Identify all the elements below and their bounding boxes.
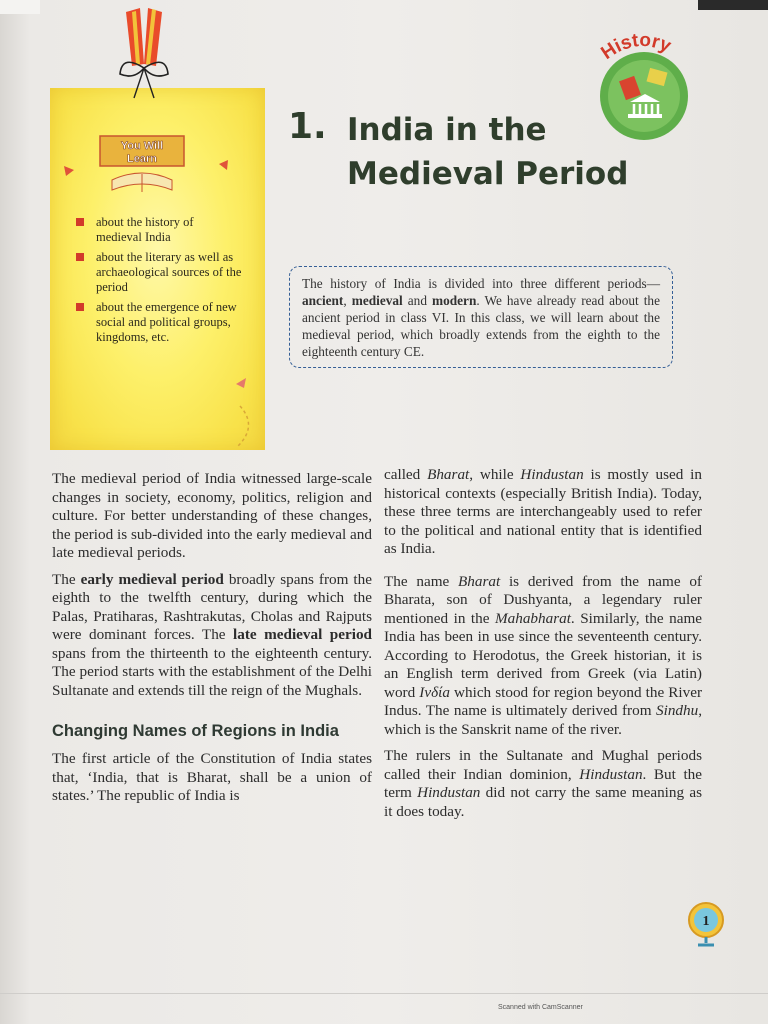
page-number: 1 [702,914,710,929]
bullet-icon [76,303,84,311]
ribbon-bow-icon [118,8,170,100]
scanner-watermark: Scanned with CamScanner [498,1004,583,1011]
learning-objectives-list [72,215,242,350]
list-item: about the history of medieval India [72,215,242,245]
list-item: about the emergence of new social and political groups, kingdoms, etc. [72,300,242,345]
paragraph: The name Bharat is derived from the name of Bharata, son of Dushyanta, a legendary ruler mentioned in the Mahabharat. Similarly, the name India has been in use since the seventeenth century. According to Herodotus, the Greek historian, it is an English term derived from Greek (via Latin) word Iνδίa which stood for region beyond the River Indus. The name is ultimately derived from Sindhu, which is the Sanskrit name of the river. [384,572,703,738]
bullet-icon [76,253,84,261]
subject-label: History [597,30,675,65]
badge-line2: Learn [127,153,157,165]
paragraph: The first article of the Constitution of India states that, ‘India, that is Bharat, shall be a union of states.’ The republic of India is [52,750,372,804]
paragraph: The early medieval period broadly spans from the eighth to the twelfth century, during which the Palas, Pratiharas, Rashtrakutas, Cholas and Rajputs were dominant forces. The late medieval period spans from the thirteenth to the eighteenth century. The period starts with the establishment of the Delhi Sultanate and extends till the reign of the Mughals. [52,570,372,699]
badge-line1: You Will [120,140,164,152]
left-column [52,470,372,814]
intro-box: The history of India is divided into three different periods—ancient, medieval and modern. We have already read about the ancient period in class VI. In this class, we will learn about the medieval period, which broadly extends from the eighth to the eighteenth century CE. [289,266,673,368]
page-number-globe [686,900,726,948]
right-column [384,466,702,829]
chapter-title: India in the Medieval Period [347,112,629,192]
you-will-learn-badge [92,130,192,200]
paragraph: The rulers in the Sultanate and Mughal periods called their Indian dominion, Hindustan. But the term Hindustan did not carry the same meaning as it does today. [384,747,703,820]
scan-corner [0,0,40,14]
bullet-icon [76,218,84,226]
section-heading: Changing Names of Regions in India [52,722,339,740]
paragraph: called Bharat, while Hindustan is mostly used in historical contexts (especially British India). Today, these three terms are interchangeably used to refer to the political and national entity that is identified as India. [384,466,702,557]
chapter-number: 1. [288,106,327,147]
footer-divider [0,993,768,994]
list-item: about the literary as well as archaeological sources of the period [72,250,242,295]
paragraph: The medieval period of India witnessed large-scale changes in society, economy, politics, religion and culture. For better understanding of these changes, the period is sub-divided into the early medieval and late medieval periods. [52,470,372,561]
scan-corner-dark [698,0,768,10]
